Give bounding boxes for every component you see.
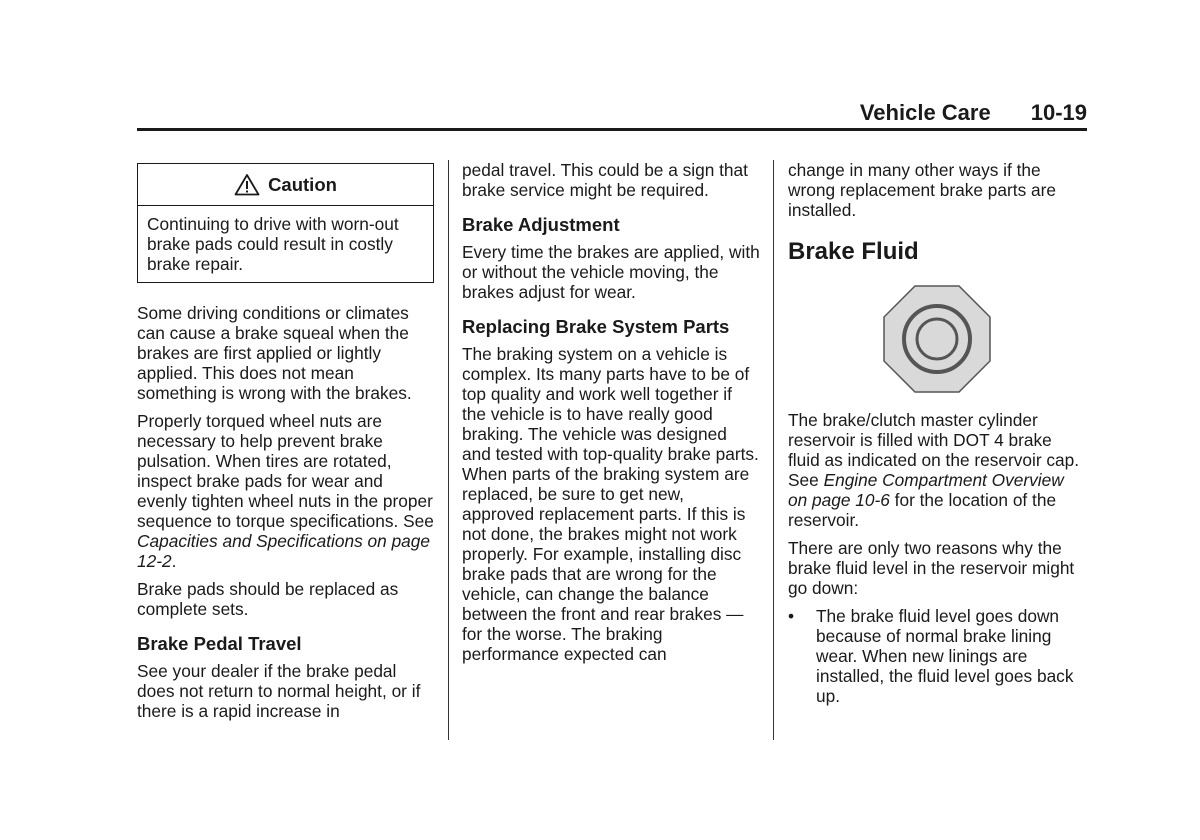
caution-title: Caution [268, 173, 337, 195]
paragraph-brake-pads: Brake pads should be replaced as complete sets. [137, 579, 399, 619]
header-rule [137, 128, 1087, 131]
paragraph-wheel-nuts-text: Properly torqued wheel nuts are necessary to help prevent brake pulsation. When tires are rotated, inspect brake pads for wear and evenly tighten wheel nuts in the proper sequence to torque specifications. See [137, 411, 434, 531]
page-header [137, 100, 1087, 130]
heading-replacing-parts: Replacing Brake System Parts [462, 316, 730, 337]
heading-brake-adjustment: Brake Adjustment [462, 214, 620, 235]
paragraph-brake-adjustment: Every time the brakes are applied, with or without the vehicle moving, the brakes adjust for wear. [462, 242, 760, 302]
caution-text: Continuing to drive with worn-out brake pads could result in costly brake repair. [147, 214, 399, 274]
brake-fluid-symbol [788, 284, 1086, 394]
bullet-text: The brake fluid level goes down because of normal brake lining wear. When new linings are installed, the fluid level goes back up. [816, 606, 1074, 706]
column-3 [788, 160, 1086, 706]
paragraph-reservoir-end: for the location of the reservoir. [788, 490, 1057, 530]
column-1 [137, 160, 434, 729]
paragraph-brake-squeal: Some driving conditions or climates can cause a brake squeal when the brakes are first applied or lightly applied. This does not mean something is wrong with the brakes. [137, 303, 412, 403]
column-divider-2 [773, 160, 774, 740]
caution-header [138, 164, 433, 206]
column-2 [462, 160, 760, 672]
bullet-mark: • [788, 606, 795, 626]
bullet-item [788, 606, 1086, 706]
brake-fluid-reservoir-cap-icon [882, 284, 992, 394]
paragraph-reservoir [788, 410, 1086, 530]
paragraph-pedal-travel: See your dealer if the brake pedal does not return to normal height, or if there is a rapid increase in [137, 661, 421, 721]
engine-compartment-link[interactable]: Engine Compartment Overview on page 10-6 [788, 470, 1064, 510]
paragraph-replacing-parts: The braking system on a vehicle is complex. Its many parts have to be of top quality and work well together if the vehicle is to have really good braking. The vehicle was designed and tested with top-quality brake parts. When parts of the braking system are replaced, be sure to get new, approved replacement parts. If this is not done, the brakes might not work properly. For example, installing disc brake pads that are wrong for the vehicle, can change the balance between the front and rear brakes — for the worse. The braking performance expected can [462, 344, 759, 664]
paragraph-pedal-travel-cont: pedal travel. This could be a sign that brake service might be required. [462, 160, 748, 200]
paragraph-reservoir-text: The brake/clutch master cylinder reservoir is filled with DOT 4 brake fluid as indicated on the reservoir cap. See [788, 410, 1080, 490]
heading-brake-fluid: Brake Fluid [788, 238, 919, 265]
paragraph-wheel-nuts-end: . [171, 551, 177, 571]
heading-brake-pedal-travel: Brake Pedal Travel [137, 633, 302, 654]
column-divider-1 [448, 160, 449, 740]
paragraph-fluid-reasons: There are only two reasons why the brake fluid level in the reservoir might go down: [788, 538, 1075, 598]
paragraph-replacing-parts-cont: change in many other ways if the wrong replacement brake parts are installed. [788, 160, 1056, 220]
page-number: 10-19 [1030, 100, 1087, 125]
paragraph-wheel-nuts [137, 411, 434, 571]
capacities-link[interactable]: Capacities and Specifications on page 12-2 [137, 531, 431, 571]
caution-box [137, 163, 434, 283]
section-title: Vehicle Care [859, 100, 991, 125]
warning-triangle-icon [234, 173, 260, 196]
